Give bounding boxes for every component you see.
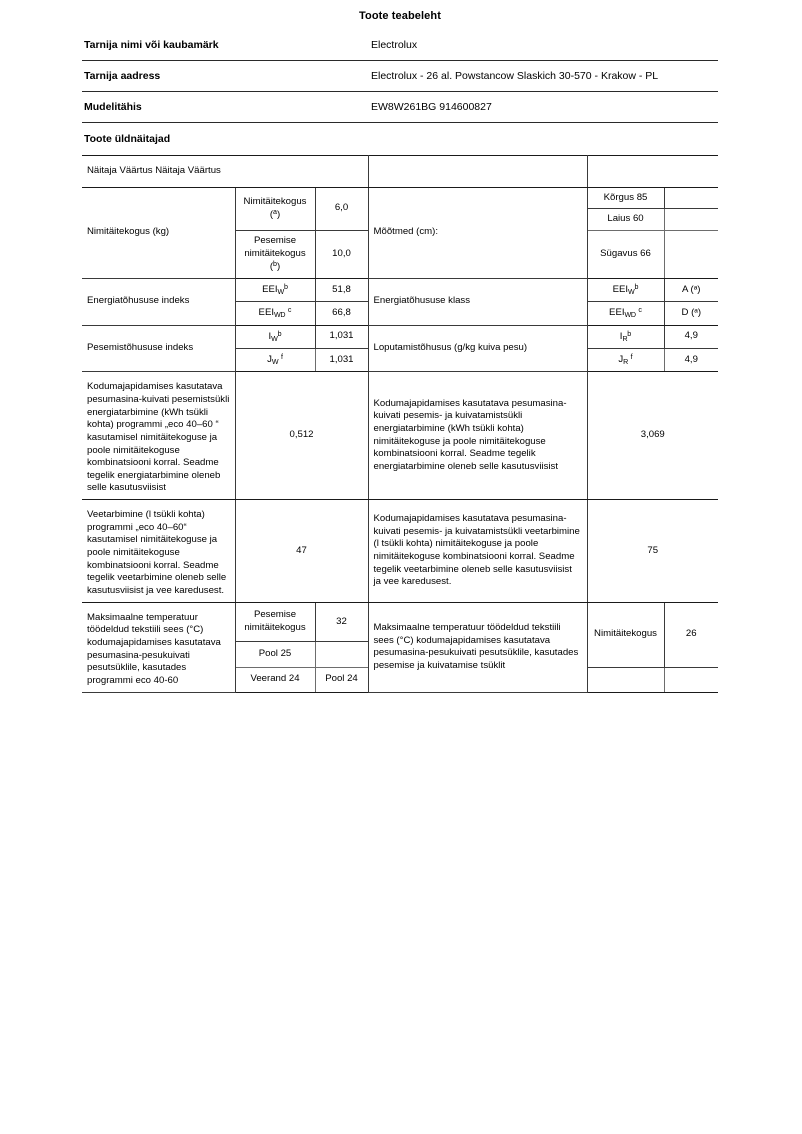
rated-capacity-sub-name-2 xyxy=(235,230,315,278)
eei-class-w-value: A (ᵃ) xyxy=(664,278,718,301)
jr-notation: $J_R$ $^f$ xyxy=(618,352,633,366)
grid-header-spacer-2 xyxy=(315,156,368,188)
table-row xyxy=(82,372,718,500)
grid-header-spacer-4 xyxy=(587,156,664,188)
supplier-address-label: Tarnija aadress xyxy=(82,61,369,92)
table-row xyxy=(82,325,718,348)
table-row xyxy=(82,500,718,603)
max-temp-quarter-load-value: Pool 24 xyxy=(315,667,368,692)
iw-notation: $I_W^b$ xyxy=(268,329,282,343)
eei-class-symbol-wd xyxy=(587,302,664,325)
jr-symbol xyxy=(587,348,664,371)
table-row xyxy=(82,123,718,152)
energy-efficiency-class-label: Energiatõhususe klass xyxy=(368,278,587,325)
eei-class-wd-notation: $EEI_{WD}$ $^c$ xyxy=(609,306,642,320)
grid-header-label: Näitaja Väärtus Näitaja Väärtus xyxy=(82,156,235,188)
eei-class-wd-value: D (ᵃ) xyxy=(664,302,718,325)
table-row xyxy=(82,278,718,301)
eei-class-symbol-w xyxy=(587,278,664,301)
ir-symbol xyxy=(587,325,664,348)
max-temp-rated-value: 26 xyxy=(664,602,718,667)
max-temp-extra-value xyxy=(664,667,718,692)
rated-capacity-value-2: 10,0 xyxy=(315,230,368,278)
grid-header-spacer-1 xyxy=(235,156,315,188)
rinsing-effectiveness-label: Loputamistõhusus (g/kg kuiva pesu) xyxy=(368,325,587,372)
jw-symbol xyxy=(235,348,315,371)
max-temp-half-load-value xyxy=(315,642,368,667)
max-temp-rated-name: Nimitäitekogus xyxy=(587,602,664,667)
max-temp-full-load-name: Pesemise nimitäitekogus xyxy=(235,602,315,642)
dimensions-label: Mõõtmed (cm): xyxy=(368,187,587,278)
energy-consumption-wash-label: Kodumajapidamises kasutatava pesumasina-kuivati pesemistsükli energiatarbimine (kWh tsükli kohta) programmi „eco 40–60 “ kasutamisel nimitäitekoguse ja poole nimitäitekoguse kombinatsiooni korral. Seadme tegelik energiatarbimine oleneb selle kasutusviisist xyxy=(82,372,235,500)
energy-consumption-wash-value: 0,512 xyxy=(235,372,368,500)
max-temp-extra-name xyxy=(587,667,664,692)
ir-notation: $I_R^b$ xyxy=(619,329,632,343)
max-temperature-washdry-label: Maksimaalne temperatuur töödeldud tekstiili sees (°C) kodumajapidamises kasutatava pesumasina-pesukuivati pesutsüklile, kasutades pesemise ja kuivatamise tsüklit xyxy=(368,602,587,692)
dimension-width: Laius 60 xyxy=(587,209,664,231)
iw-value: 1,031 xyxy=(315,325,368,348)
table-row xyxy=(82,187,718,209)
water-consumption-wash-label: Veetarbimine (l tsükli kohta) programmi „eco 40–60“ kasutamisel nimitäitekoguse ja poole nimitäitekoguse kombinatsiooni korral. Seadme tegelik veetarbimine oleneb selle kasutusviisist ja vee karedusest. xyxy=(82,500,235,603)
rated-capacity-sub-text-1: Nimitäitekogus xyxy=(243,195,307,207)
water-consumption-washdry-value: 75 xyxy=(587,500,718,603)
model-identifier-value: EW8W261BG 914600827 xyxy=(369,92,718,123)
supplier-info-table xyxy=(82,30,718,152)
washing-efficiency-index-label: Pesemistõhususe indeks xyxy=(82,325,235,372)
energy-efficiency-index-label: Energiatõhususe indeks xyxy=(82,278,235,325)
jw-value: 1,031 xyxy=(315,348,368,371)
eei-symbol-w xyxy=(235,278,315,301)
dimension-height: Kõrgus 85 xyxy=(587,187,664,209)
eei-wd-value: 66,8 xyxy=(315,302,368,325)
jw-notation: $J_W$ $^f$ xyxy=(267,352,283,366)
rated-capacity-value-1: 6,0 xyxy=(315,187,368,230)
eei-w-value: 51,8 xyxy=(315,278,368,301)
rated-capacity-sub-text-2: Pesemise nimitäitekogus xyxy=(244,234,306,259)
table-row xyxy=(82,92,718,123)
product-parameters-table xyxy=(82,155,718,693)
supplier-name-value: Electrolux xyxy=(369,30,718,61)
dimension-width-value xyxy=(664,209,718,231)
eei-class-w-notation: $EEI_W^b$ xyxy=(612,282,639,296)
page-title: Toote teabeleht xyxy=(359,10,441,22)
rated-capacity-sub-name-1 xyxy=(235,187,315,230)
grid-header-spacer-5 xyxy=(664,156,718,188)
rated-capacity-sup-2: ($^b$) xyxy=(269,260,281,273)
water-consumption-wash-value: 47 xyxy=(235,500,368,603)
jr-value: 4,9 xyxy=(664,348,718,371)
eei-w-notation: $EEI_W^b$ xyxy=(262,282,288,296)
grid-header-spacer-3 xyxy=(368,156,587,188)
table-row xyxy=(82,30,718,61)
dimension-height-value xyxy=(664,187,718,209)
eei-symbol-wd xyxy=(235,302,315,325)
supplier-name-label: Tarnija nimi või kaubamärk xyxy=(82,30,369,61)
max-temperature-wash-label: Maksimaalne temperatuur töödeldud tekstiili sees (°C) kodumajapidamises kasutatava pesumasina-pesukuivati pesutsüklile, kasutades programmi eco 40-60 xyxy=(82,602,235,692)
energy-consumption-washdry-value: 3,069 xyxy=(587,372,718,500)
max-temp-half-load-name: Pool 25 xyxy=(235,642,315,667)
rated-capacity-sup-1: ($^a$) xyxy=(269,208,281,221)
max-temp-full-load-value: 32 xyxy=(315,602,368,642)
eei-wd-notation: $EEI_{WD}$ $^c$ xyxy=(258,306,292,320)
iw-symbol xyxy=(235,325,315,348)
energy-consumption-washdry-label: Kodumajapidamises kasutatava pesumasina-kuivati pesemis- ja kuivatamistsükli energiatarbimine (kWh tsükli kohta) nimitäitekoguse ja poole nimitäitekoguse kombinatsiooni korral. Seadme tegelik energiatarbimine oleneb selle kasutusviisist xyxy=(368,372,587,500)
supplier-address-value: Electrolux - 26 al. Powstancow Slaskich 30-570 - Krakow - PL xyxy=(369,61,718,92)
general-parameters-heading: Toote üldnäitajad xyxy=(84,133,171,146)
ir-value: 4,9 xyxy=(664,325,718,348)
rated-capacity-label: Nimitäitekogus (kg) xyxy=(82,187,235,278)
model-identifier-label: Mudelitähis xyxy=(82,92,369,123)
dimension-depth-value xyxy=(664,230,718,278)
dimension-depth: Sügavus 66 xyxy=(587,230,664,278)
grid-header-row xyxy=(82,156,718,188)
table-row xyxy=(82,602,718,642)
water-consumption-washdry-label: Kodumajapidamises kasutatava pesumasina-kuivati pesemis- ja kuivatamistsükli veetarbimine (l tsükli kohta) nimitäitekoguse ja poole nimitäitekoguse kombinatsiooni korral. Seadme tegelik veetarbimine oleneb selle kasutusviisist ja vee karedusest. xyxy=(368,500,587,603)
max-temp-quarter-load-name: Veerand 24 xyxy=(235,667,315,692)
table-row xyxy=(82,61,718,92)
